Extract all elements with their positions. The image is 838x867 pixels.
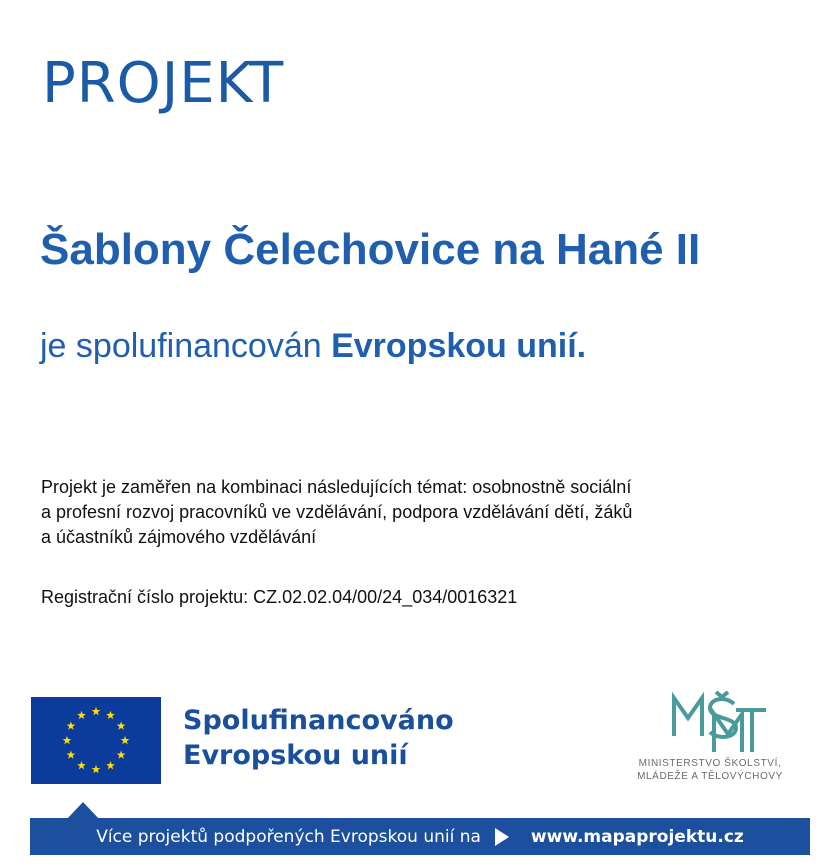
registration-number: Registrační číslo projektu: CZ.02.02.04/00/24_034/0016321 <box>41 587 518 607</box>
project-description <box>41 475 741 550</box>
mapaprojektu-banner-link[interactable] <box>30 818 810 855</box>
msmt-logo <box>610 690 810 790</box>
msmt-monogram-icon <box>670 690 770 754</box>
msmt-caption <box>610 757 810 783</box>
project-name: Šablony Čelechovice na Hané II <box>40 225 701 274</box>
poster-heading: PROJEKT <box>42 51 285 116</box>
description-line: Projekt je zaměřen na kombinaci následujících témat: osobnostně sociální <box>41 477 632 497</box>
eu-cofinanced-logo-text <box>183 703 454 773</box>
banner-pointer-icon <box>66 800 100 820</box>
msmt-caption-line: MINISTERSTVO ŠKOLSTVÍ, <box>638 758 782 769</box>
eu-logo-line: Evropskou unií <box>183 740 408 771</box>
cofinanced-prefix: je spolufinancován <box>40 327 332 365</box>
banner-text: Více projektů podpořených Evropskou unií na <box>96 826 481 847</box>
eu-flag-icon <box>31 697 161 784</box>
play-arrow-icon <box>495 828 509 846</box>
description-line: a profesní rozvoj pracovníků ve vzdělávání, podpora vzdělávání dětí, žáků <box>41 502 633 522</box>
msmt-caption-line: MLÁDEŽE A TĚLOVÝCHOVY <box>637 771 783 782</box>
eu-logo-line: Spolufinancováno <box>183 705 454 736</box>
cofinanced-eu: Evropskou unií. <box>331 327 587 365</box>
description-line: a účastníků zájmového vzdělávání <box>41 527 317 547</box>
banner-url: www.mapaprojektu.cz <box>530 826 744 847</box>
cofinanced-statement <box>40 328 586 365</box>
